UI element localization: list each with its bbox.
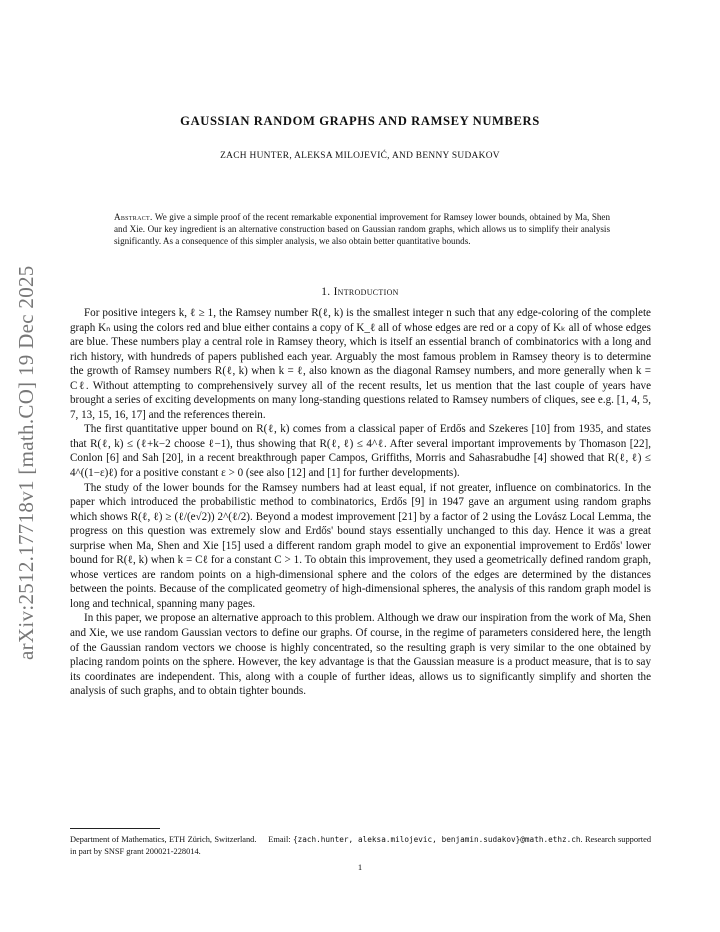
- author-list: ZACH HUNTER, ALEKSA MILOJEVIĆ, AND BENNY SUDAKOV: [220, 151, 500, 161]
- paragraph-our-approach: In this paper, we propose an alternative approach to this problem. Although we draw our inspiration from the work of Ma, Shen and Xie, we use random Gaussian vectors to define our graphs. Of course, in the regime of parameters considered here, the length of the Gaussian random vectors we choose is highly concentrated, so the resulting graph is very similar to the one obtained by placing random points on the sphere. However, the key advantage is that the Gaussian measure is a product measure, that is to say its coordinates are independent. This, along with a couple of further ideas, allows us to significantly simplify and shorten the analysis of such graphs, and to obtain tighter bounds.: [70, 612, 651, 698]
- footnote-divider: [70, 828, 160, 829]
- footnote: [70, 834, 651, 857]
- paragraph-ramsey-definition: For positive integers k, ℓ ≥ 1, the Ramsey number R(ℓ, k) is the smallest integer n such that any edge-coloring of the complete graph Kₙ using the colors red and blue either contains a copy of K_ℓ all of whose edges are red or a copy of Kₖ all of whose edges are blue. These numbers play a central role in Ramsey theory, which is itself an essential branch of combinatorics with a long and rich history, with hundreds of papers published each year. Arguably the most famous problem in Ramsey theory is to determine the growth of Ramsey numbers R(ℓ, k) when k = ℓ, also known as the diagonal Ramsey numbers, and more generally when k = Cℓ. Without attempting to comprehensively survey all of the recent results, let us mention that the last couple of years have brought a series of exciting developments on many long-standing questions related to Ramsey numbers of cliques, see e.g. [1, 4, 5, 7, 13, 15, 16, 17] and the references therein.: [70, 307, 651, 421]
- section-number: 1.: [321, 286, 331, 298]
- page-number: 1: [357, 862, 363, 872]
- footnote-affiliation: Department of Mathematics, ETH Zürich, Switzerland.: [70, 835, 257, 844]
- paragraph-upper-bounds: The first quantitative upper bound on R(ℓ, k) comes from a classical paper of Erdős and Szekeres [10] from 1935, and states that R(ℓ, k) ≤ (ℓ+k−2 choose ℓ−1), thus showing that R(ℓ, ℓ) ≤ 4^ℓ. After several important improvements by Thomason [22], Conlon [6] and Sah [20], in a recent breakthrough paper Campos, Griffiths, Morris and Sahasrabudhe [4] showed that R(ℓ, ℓ) ≤ 4^((1−ε)ℓ) for a positive constant ε > 0 (see also [12] and [1] for further developments).: [70, 423, 651, 480]
- section-heading: [0, 286, 720, 298]
- body-text: [70, 306, 651, 699]
- abstract-text: We give a simple proof of the recent remarkable exponential improvement for Ramsey lower bounds, obtained by Ma, Shen and Xie. Our key ingredient is an alternative construction based on Gaussian random graphs, which allows us to simplify their analysis significantly. As a consequence of this simpler analysis, we also obtain better quantitative bounds.: [114, 212, 611, 247]
- arxiv-identifier-stamp: arXiv:2512.17718v1 [math.CO] 19 Dec 2025: [14, 265, 38, 660]
- footnote-emails[interactable]: {zach.hunter, aleksa.milojevic, benjamin.sudakov}@math.ethz.ch: [292, 835, 581, 844]
- abstract-label: Abstract.: [114, 212, 153, 222]
- footnote-email-label: Email:: [268, 835, 291, 844]
- paragraph-lower-bounds: The study of the lower bounds for the Ramsey numbers had at least equal, if not greater, influence on combinatorics. In the paper which introduced the probabilistic method to combinatorics, Erdős [9] in 1947 gave an argument using random graphs which shows R(ℓ, ℓ) ≥ (ℓ/(e√2)) 2^(ℓ/2). Beyond a modest improvement [21] by a factor of 2 using the Lovász Local Lemma, the progress on this question was extremely slow and Erdős' bound stays essentially unchanged to this day. Hence it was a great surprise when Ma, Shen and Xie [15] used a different random graph model to give an exponential improvement to Erdős' lower bound for R(ℓ, k) when k = Cℓ for a constant C > 1. To obtain this improvement, they used a geometrically defined random graph, whose vertices are random points on a high-dimensional sphere and the colors of the edges are determined by the distances between the points. Because of the complicated geometry of high-dimensional spheres, the analysis of this random graph model is long and technical, spanning many pages.: [70, 481, 651, 610]
- section-title: Introduction: [333, 286, 399, 298]
- footnote-funding: . Research supported in part by SNSF grant 200021-228014.: [70, 835, 652, 856]
- abstract: [114, 211, 610, 248]
- paper-title: GAUSSIAN RANDOM GRAPHS AND RAMSEY NUMBERS: [180, 114, 540, 128]
